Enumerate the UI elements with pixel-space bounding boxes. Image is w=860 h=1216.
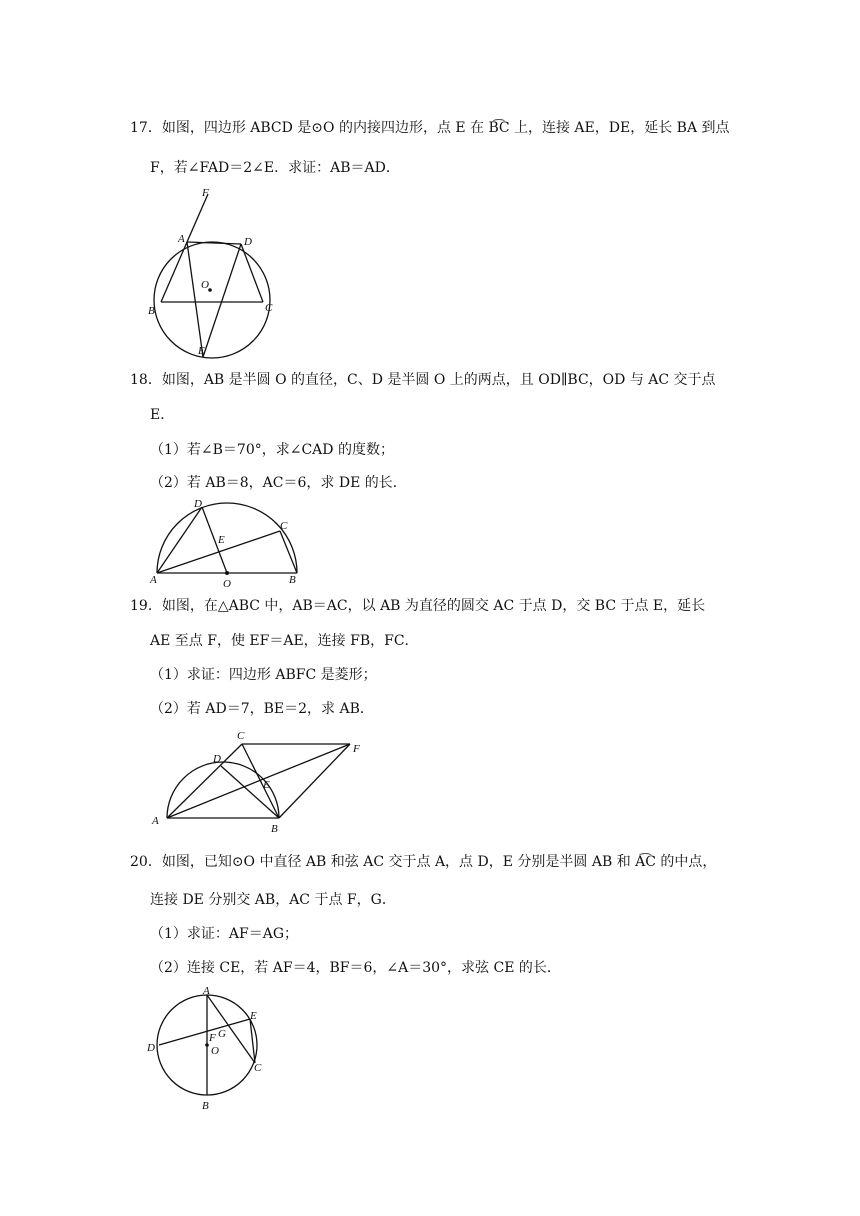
problem-18-line-1: 18．如图，AB 是半圆 O 的直径，C、D 是半圆 O 上的两点，且 OD∥BC，OD 与 AC 交于点: [130, 372, 716, 388]
label-A: A: [150, 574, 157, 586]
label-B: B: [289, 574, 296, 586]
label-B: B: [271, 823, 278, 835]
problem-18-sub-2: （2）若 AB＝8，AC＝6，求 DE 的长．: [150, 475, 407, 491]
label-E: E: [263, 779, 270, 791]
problem-19-figure: [145, 722, 380, 837]
label-A: A: [178, 233, 185, 245]
problem-18-line-2: E．: [150, 407, 175, 423]
problem-18-figure: [142, 495, 312, 590]
label-F: F: [202, 187, 209, 199]
problem-20-line-1: 20．如图，已知⊙O 中直径 AB 和弦 AC 交于点 A，点 D，E 分别是半圆 AB 和 A͡C 的中点，: [130, 854, 717, 870]
label-F: F: [209, 1032, 216, 1044]
label-E: E: [198, 345, 205, 357]
label-G: G: [218, 1028, 226, 1040]
problem-20-sub-1: （1）求证：AF＝AG；: [150, 926, 299, 942]
problem-20-sub-2: （2）连接 CE，若 AF＝4，BF＝6，∠A＝30°，求弦 CE 的长．: [150, 960, 561, 976]
label-A: A: [152, 815, 159, 827]
label-E: E: [218, 534, 225, 546]
label-D: D: [147, 1042, 155, 1054]
problem-20-figure: [140, 985, 275, 1113]
label-O: O: [211, 1045, 219, 1057]
label-D: D: [213, 753, 221, 765]
problem-19-sub-2: （2）若 AD＝7，BE＝2，求 AB．: [150, 701, 374, 717]
problem-19-sub-1: （1）求证：四边形 ABFC 是菱形；: [150, 667, 377, 683]
label-F: F: [353, 743, 360, 755]
label-C: C: [237, 730, 245, 742]
label-O: O: [223, 578, 231, 590]
label-C: C: [280, 520, 288, 532]
problem-18-sub-1: （1）若∠B＝70°，求∠CAD 的度数；: [150, 442, 394, 458]
problem-17-line-2: F，若∠FAD＝2∠E．求证：AB＝AD．: [150, 160, 400, 176]
label-D: D: [244, 236, 252, 248]
label-B: B: [148, 305, 155, 317]
label-D: D: [194, 498, 202, 510]
label-E: E: [250, 1010, 257, 1022]
label-B: B: [202, 1100, 209, 1112]
problem-20-line-2: 连接 DE 分别交 AB，AC 于点 F，G．: [150, 892, 396, 908]
label-O: O: [201, 279, 209, 291]
label-C: C: [265, 302, 273, 314]
problem-19-line-1: 19．如图，在△ABC 中，AB＝AC，以 AB 为直径的圆交 AC 于点 D，交 BC 于点 E，延长: [130, 598, 706, 614]
label-C: C: [254, 1062, 262, 1074]
label-A: A: [203, 985, 210, 997]
problem-17-figure: [140, 184, 290, 359]
problem-17-line-1: 17．如图，四边形 ABCD 是⊙O 的内接四边形，点 E 在 B͡C 上，连接 AE，DE，延长 BA 到点: [130, 120, 730, 136]
problem-19-line-2: AE 至点 F，使 EF＝AE，连接 FB，FC．: [150, 633, 419, 649]
